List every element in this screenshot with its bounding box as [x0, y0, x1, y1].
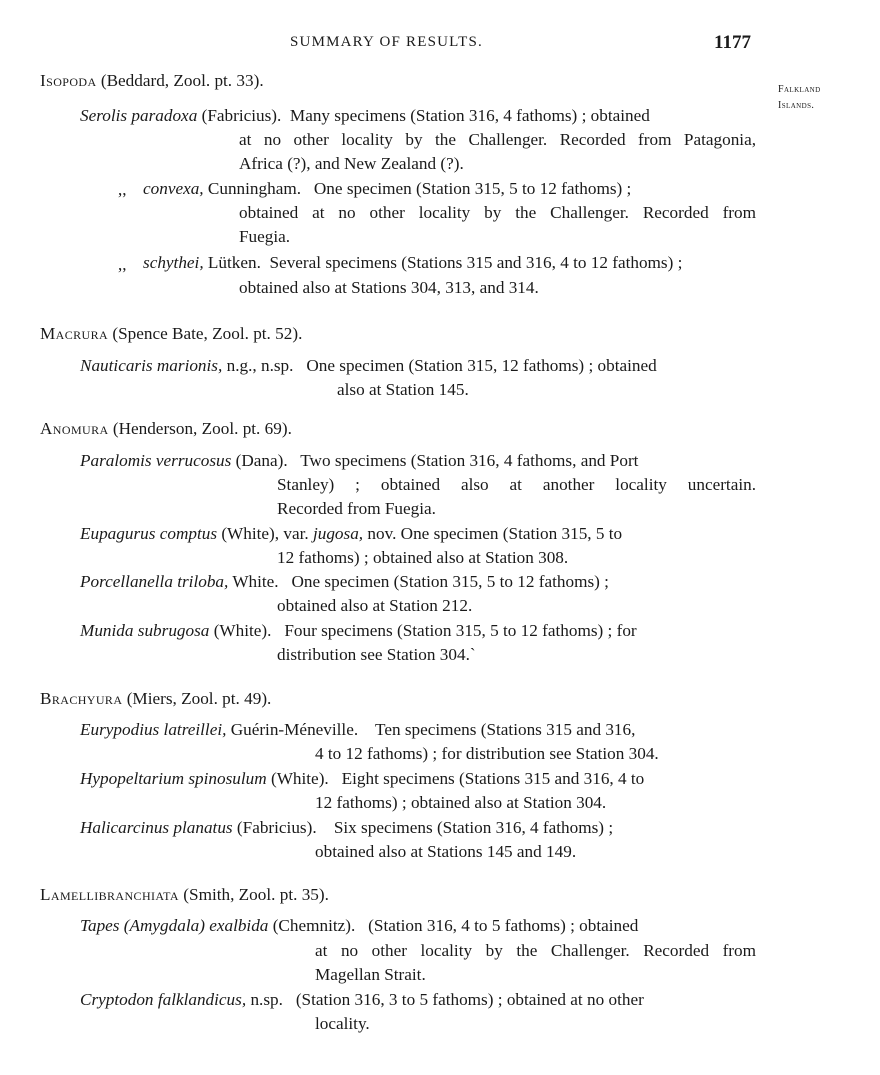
species-name: Eurypodius latreillei,: [80, 720, 227, 739]
entry-line: Many specimens (Station 316, 4 fathoms) ; obtained: [289, 106, 650, 125]
variety-name: jugosa,: [312, 524, 364, 543]
margin-note-line-2: Islands.: [778, 100, 815, 111]
species-author: Lütken.: [207, 253, 261, 272]
group-name: Lamellibranchiata: [40, 885, 179, 904]
group-citation: (Spence Bate, Zool. pt. 52).: [112, 324, 303, 343]
species-author: n.g., n.sp.: [226, 356, 294, 375]
section-heading-macrura: [40, 324, 302, 344]
entry-line: obtained also at Stations 304, 313, and 314.: [239, 278, 539, 297]
entry-line: One specimen (Station 315, 5 to 12 fathoms) ;: [313, 179, 632, 198]
species-author: White.: [232, 572, 279, 591]
entry-line: Stanley) ; obtained also at another locality uncertain.: [277, 475, 756, 494]
entry-line: Four specimens (Station 315, 5 to 12 fathoms) ; for: [284, 621, 637, 640]
species-name: Halicarcinus planatus: [80, 818, 233, 837]
entry-line: obtained at no other locality by the Challenger. Recorded from: [239, 203, 756, 222]
species-name: Hypopeltarium spinosulum: [80, 769, 267, 788]
species-author: (Fabricius).: [201, 106, 282, 125]
species-name: convexa,: [143, 179, 204, 198]
species-name: Porcellanella triloba,: [80, 572, 229, 591]
entry-line: Two specimens (Station 316, 4 fathoms, and Port: [300, 451, 639, 470]
entry-line: (Station 316, 3 to 5 fathoms) ; obtained at no other: [295, 990, 644, 1009]
species-author: n.sp.: [250, 990, 283, 1009]
entry-line: 12 fathoms) ; obtained also at Station 304.: [315, 793, 607, 812]
entry-line: One specimen (Station 315, 5 to 12 fathoms) ;: [291, 572, 609, 591]
ditto-mark: ,,: [118, 255, 127, 274]
section-heading-lamellibranchiata: [40, 885, 329, 905]
entry-line: Several specimens (Stations 315 and 316, 4 to 12 fathoms) ;: [269, 253, 683, 272]
group-citation: (Henderson, Zool. pt. 69).: [112, 419, 292, 438]
species-author: Guérin-Méneville.: [230, 720, 359, 739]
species-author: (White), var.: [221, 524, 309, 543]
species-author: (White).: [213, 621, 272, 640]
entry-line: Africa (?), and New Zealand (?).: [239, 154, 464, 173]
species-name: schythei,: [143, 253, 204, 272]
group-citation: (Miers, Zool. pt. 49).: [126, 689, 272, 708]
entry-line: locality.: [315, 1014, 370, 1033]
entry-line: Eight specimens (Stations 315 and 316, 4 to: [341, 769, 645, 788]
entry-line: Fuegia.: [239, 227, 291, 246]
species-name: Tapes (Amygdala) exalbida: [80, 916, 269, 935]
entry-line: (Station 316, 4 to 5 fathoms) ; obtained: [368, 916, 639, 935]
entry-line: obtained also at Station 212.: [277, 596, 473, 615]
group-citation: (Smith, Zool. pt. 35).: [183, 885, 329, 904]
species-author: (Dana).: [235, 451, 288, 470]
species-name: Nauticaris marionis,: [80, 356, 223, 375]
running-title: SUMMARY OF RESULTS.: [290, 34, 483, 50]
entry-line: Ten specimens (Stations 315 and 316,: [375, 720, 636, 739]
entry-line: Magellan Strait.: [315, 965, 426, 984]
group-name: Brachyura: [40, 689, 123, 708]
entry-line: Recorded from Fuegia.: [277, 499, 436, 518]
species-name: Eupagurus comptus: [80, 524, 218, 543]
group-name: Anomura: [40, 419, 109, 438]
species-author: (Fabricius).: [236, 818, 317, 837]
entry-line: 4 to 12 fathoms) ; for distribution see Station 304.: [315, 744, 659, 763]
entry-line: One specimen (Station 315, 12 fathoms) ; obtained: [306, 356, 657, 375]
section-heading-anomura: [40, 419, 292, 439]
group-citation: (Beddard, Zool. pt. 33).: [100, 71, 264, 90]
group-name: Macrura: [40, 324, 109, 343]
entry-line: at no other locality by the Challenger. Recorded from: [315, 941, 756, 960]
entry-line: at no other locality by the Challenger. Recorded from Patagonia,: [239, 130, 756, 149]
species-name: Paralomis verrucosus: [80, 451, 232, 470]
entry-line: 12 fathoms) ; obtained also at Station 308.: [277, 548, 569, 567]
entry-line: Six specimens (Station 316, 4 fathoms) ;: [333, 818, 614, 837]
ditto-mark: ,,: [118, 180, 127, 199]
species-author: (White).: [270, 769, 329, 788]
species-author: (Chemnitz).: [272, 916, 356, 935]
entry-line: nov. One specimen (Station 315, 5 to: [367, 524, 623, 543]
entry-line: distribution see Station 304.`: [277, 645, 476, 664]
entry-line: also at Station 145.: [337, 380, 469, 399]
section-heading-brachyura: [40, 689, 271, 709]
species-name: Munida subrugosa: [80, 621, 210, 640]
species-author: Cunningham.: [207, 179, 301, 198]
group-name: Isopoda: [40, 71, 97, 90]
page-number: 1177: [714, 32, 751, 53]
entry-line: obtained also at Stations 145 and 149.: [315, 842, 577, 861]
species-name: Cryptodon falklandicus,: [80, 990, 247, 1009]
margin-note-line-1: Falkland: [778, 84, 821, 95]
section-heading-isopoda: [40, 71, 264, 91]
species-name: Serolis paradoxa: [80, 106, 198, 125]
